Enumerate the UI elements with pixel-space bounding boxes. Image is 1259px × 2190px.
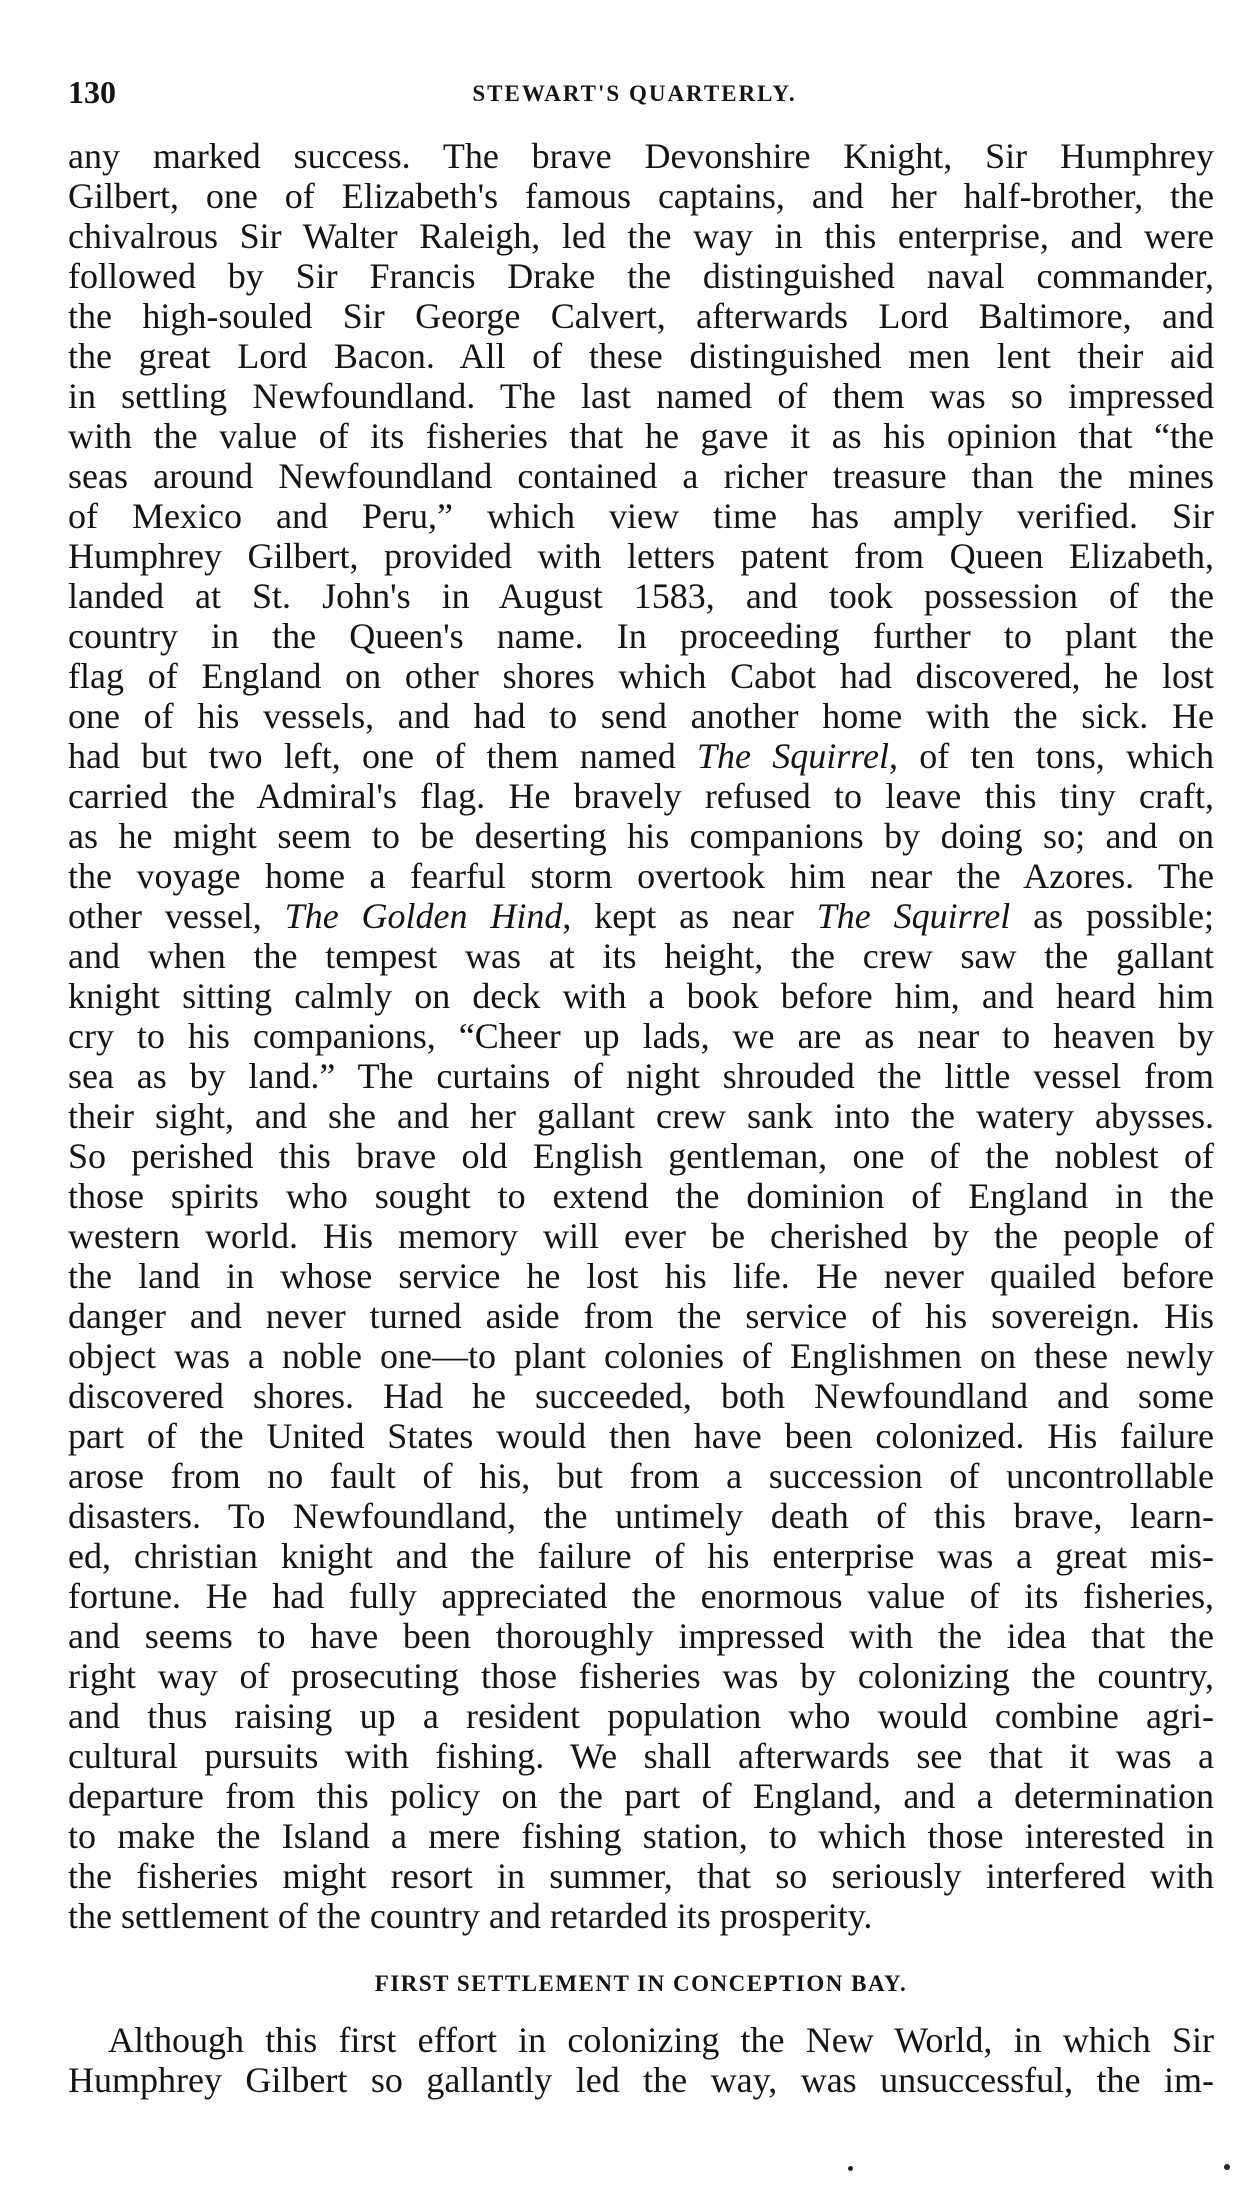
ink-speck	[1224, 2164, 1230, 2170]
paragraph-1	[68, 136, 1214, 1936]
text-line: Gilbert, one of Elizabeth's famous captains, and her half-brother, the	[68, 176, 1214, 216]
text-line: carried the Admiral's flag. He bravely refused to leave this tiny craft,	[68, 776, 1214, 816]
text-line: chivalrous Sir Walter Raleigh, led the way in this enterprise, and were	[68, 216, 1214, 256]
text-line: seas around Newfoundland contained a richer treasure than the mines	[68, 456, 1214, 496]
ink-speck	[848, 2166, 853, 2171]
section-heading: FIRST SETTLEMENT IN CONCEPTION BAY.	[374, 1971, 908, 1996]
text-line: those spirits who sought to extend the dominion of England in the	[68, 1176, 1214, 1216]
text-line: So perished this brave old English gentleman, one of the noblest of	[68, 1136, 1214, 1176]
text-line: Humphrey Gilbert so gallantly led the way, was unsuccessful, the im-	[68, 2060, 1214, 2100]
page-specks	[0, 2162, 1259, 2182]
text-line: departure from this policy on the part of England, and a determination	[68, 1776, 1214, 1816]
text-line: Humphrey Gilbert, provided with letters patent from Queen Elizabeth,	[68, 536, 1214, 576]
text-line: arose from no fault of his, but from a succession of uncontrollable	[68, 1456, 1214, 1496]
text-line: landed at St. John's in August 1583, and took possession of the	[68, 576, 1214, 616]
text-line: as he might seem to be deserting his companions by doing so; and on	[68, 816, 1214, 856]
text-line: and thus raising up a resident population who would combine agri-	[68, 1696, 1214, 1736]
text-line: disasters. To Newfoundland, the untimely death of this brave, learn-	[68, 1496, 1214, 1536]
text-line: their sight, and she and her gallant crew sank into the watery abysses.	[68, 1096, 1214, 1136]
text-line: to make the Island a mere fishing station, to which those interested in	[68, 1816, 1214, 1856]
text-line: Although this first effort in colonizing the New World, in which Sir	[108, 2020, 1214, 2060]
text-line: of Mexico and Peru,” which view time has amply verified. Sir	[68, 496, 1214, 536]
text-line: danger and never turned aside from the service of his sovereign. His	[68, 1296, 1214, 1336]
text-line: fortune. He had fully appreciated the enormous value of its fisheries,	[68, 1576, 1214, 1616]
text-line: the land in whose service he lost his life. He never quailed before	[68, 1256, 1214, 1296]
paragraph-2	[68, 2020, 1214, 2100]
text-line: ed, christian knight and the failure of his enterprise was a great mis-	[68, 1536, 1214, 1576]
text-line: with the value of its fisheries that he gave it as his opinion that “the	[68, 416, 1214, 456]
text-line: followed by Sir Francis Drake the distinguished naval commander,	[68, 256, 1214, 296]
running-title: STEWART'S QUARTERLY.	[472, 81, 797, 106]
page-header	[68, 72, 1201, 112]
text-line: sea as by land.” The curtains of night shrouded the little vessel from	[68, 1056, 1214, 1096]
text-line: one of his vessels, and had to send another home with the sick. He	[68, 696, 1214, 736]
text-line: flag of England on other shores which Cabot had discovered, he lost	[68, 656, 1214, 696]
text-line: in settling Newfoundland. The last named of them was so impressed	[68, 376, 1214, 416]
text-line: had but two left, one of them named The Squirrel, of ten tons, which	[68, 736, 1214, 776]
text-line: knight sitting calmly on deck with a book before him, and heard him	[68, 976, 1214, 1016]
text-line: the settlement of the country and retarded its prosperity.	[68, 1896, 873, 1936]
page-number: 130	[68, 74, 116, 110]
text-line: country in the Queen's name. In proceeding further to plant the	[68, 616, 1214, 656]
text-line: the high-souled Sir George Calvert, afterwards Lord Baltimore, and	[68, 296, 1214, 336]
text-line: the great Lord Bacon. All of these distinguished men lent their aid	[68, 336, 1214, 376]
text-line: object was a noble one—to plant colonies of Englishmen on these newly	[68, 1336, 1214, 1376]
text-line: and when the tempest was at its height, the crew saw the gallant	[68, 936, 1214, 976]
text-line: any marked success. The brave Devonshire Knight, Sir Humphrey	[68, 136, 1214, 176]
text-line: other vessel, The Golden Hind, kept as near The Squirrel as possible;	[68, 896, 1214, 936]
text-line: cry to his companions, “Cheer up lads, we are as near to heaven by	[68, 1016, 1214, 1056]
text-line: the fisheries might resort in summer, that so seriously interfered with	[68, 1856, 1214, 1896]
text-line: cultural pursuits with fishing. We shall afterwards see that it was a	[68, 1736, 1214, 1776]
text-line: part of the United States would then have been colonized. His failure	[68, 1416, 1214, 1456]
text-line: right way of prosecuting those fisheries was by colonizing the country,	[68, 1656, 1214, 1696]
text-line: western world. His memory will ever be cherished by the people of	[68, 1216, 1214, 1256]
text-line: discovered shores. Had he succeeded, both Newfoundland and some	[68, 1376, 1214, 1416]
text-line: and seems to have been thoroughly impressed with the idea that the	[68, 1616, 1214, 1656]
text-line: the voyage home a fearful storm overtook him near the Azores. The	[68, 856, 1214, 896]
